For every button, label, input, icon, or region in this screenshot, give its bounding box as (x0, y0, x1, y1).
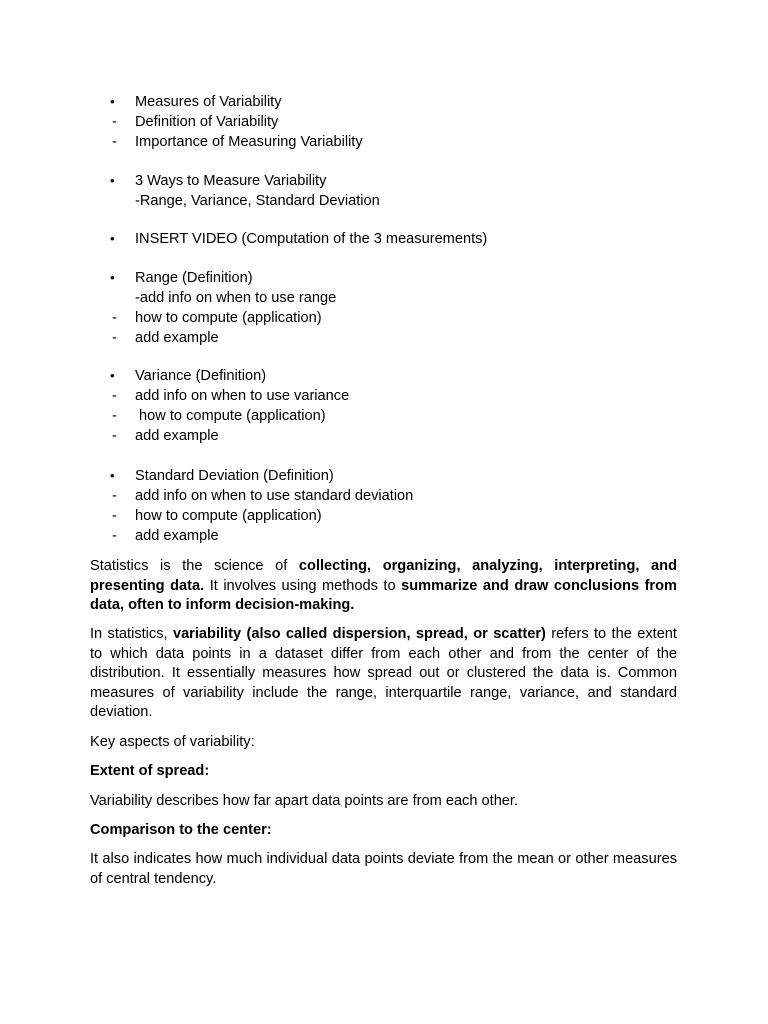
list-item-text: Measures of Variability (135, 94, 282, 110)
outline-group-variance (108, 366, 708, 446)
list-item-text: add example (135, 428, 219, 444)
paragraph-variability-definition (90, 625, 677, 723)
list-item-text: add example (135, 330, 219, 346)
dash-marker: - (112, 408, 117, 424)
comparison-heading: Comparison to the center: (90, 822, 272, 838)
dash-marker: - (112, 488, 117, 504)
list-item-text: how to compute (application) (135, 508, 322, 524)
paragraph-text: Statistics is the science of (90, 558, 299, 574)
dash-marker: - (112, 114, 117, 130)
paragraph-bold-text: summarize and draw conclusions from data, often to inform decision-making. (90, 577, 677, 613)
list-item-text: -Range, Variance, Standard Deviation (135, 193, 380, 209)
paragraph-bold-text: variability (also called dispersion, spread, or scatter) (172, 626, 546, 642)
dash-marker: - (112, 134, 117, 150)
list-item (108, 526, 708, 546)
bullet-marker: • (110, 468, 115, 483)
outline-group-video (108, 229, 708, 249)
outline-group-variability (108, 92, 708, 152)
list-item (108, 132, 708, 152)
list-item-text: 3 Ways to Measure Variability (135, 173, 327, 189)
paragraph-statistics-definition (90, 557, 677, 616)
list-item (108, 191, 708, 211)
bullet-marker: • (110, 270, 115, 285)
list-item (108, 112, 708, 132)
paragraph-text: refers to the extent to which data points in a dataset differ from each other and from the center of the distribution. It essentially measures how spread out or clustered the data is. Common measures of variability include the range, interquartile range, variance, and standard deviation. (90, 626, 677, 720)
dash-marker: - (112, 428, 117, 444)
list-item (108, 171, 708, 191)
comparison-text: It also indicates how much individual data points deviate from the mean or other measures of central tendency. (90, 851, 677, 887)
bullet-marker: • (110, 368, 115, 383)
list-item (108, 92, 708, 112)
list-item (108, 308, 708, 328)
list-item-text: Variance (Definition) (135, 368, 267, 384)
list-item-text: add info on when to use variance (135, 388, 350, 404)
list-item (108, 426, 708, 446)
outline-group-std-deviation (108, 466, 708, 546)
list-item (108, 366, 708, 386)
list-item-text: Importance of Measuring Variability (135, 134, 363, 150)
bullet-marker: • (110, 94, 115, 109)
outline-group-range (108, 268, 708, 348)
dash-marker: - (112, 388, 117, 404)
list-item-text: how to compute (application) (135, 408, 326, 424)
paragraph-text: In statistics, (90, 626, 173, 642)
extent-of-spread-heading: Extent of spread: (90, 763, 210, 779)
list-item-text: INSERT VIDEO (Computation of the 3 measurements) (135, 231, 488, 247)
extent-of-spread-text: Variability describes how far apart data points are from each other. (90, 793, 519, 809)
list-item-text: Definition of Variability (135, 114, 279, 130)
dash-marker: - (112, 310, 117, 326)
list-item (108, 466, 708, 486)
list-item (108, 229, 708, 249)
list-item-text: Range (Definition) (135, 270, 253, 286)
paragraph-text: It involves using methods to (204, 577, 402, 594)
list-item (108, 486, 708, 506)
list-item-text: -add info on when to use range (135, 290, 337, 306)
list-item-text: add info on when to use standard deviation (135, 488, 414, 504)
bullet-marker: • (110, 231, 115, 246)
bullet-marker: • (110, 173, 115, 188)
list-item (108, 268, 708, 288)
list-item-text: Standard Deviation (Definition) (135, 468, 334, 484)
dash-marker: - (112, 528, 117, 544)
key-aspects-label: Key aspects of variability: (90, 734, 255, 750)
list-item (108, 288, 708, 308)
dash-marker: - (112, 508, 117, 524)
list-item (108, 386, 708, 406)
outline-group-ways (108, 171, 708, 211)
list-item (108, 328, 708, 348)
list-item (108, 506, 708, 526)
list-item-text: how to compute (application) (135, 310, 322, 326)
list-item (108, 406, 708, 426)
list-item-text: add example (135, 528, 219, 544)
paragraph-bold-text: collecting, organizing, analyzing, interpreting, and presenting data. (90, 558, 677, 594)
dash-marker: - (112, 330, 117, 346)
